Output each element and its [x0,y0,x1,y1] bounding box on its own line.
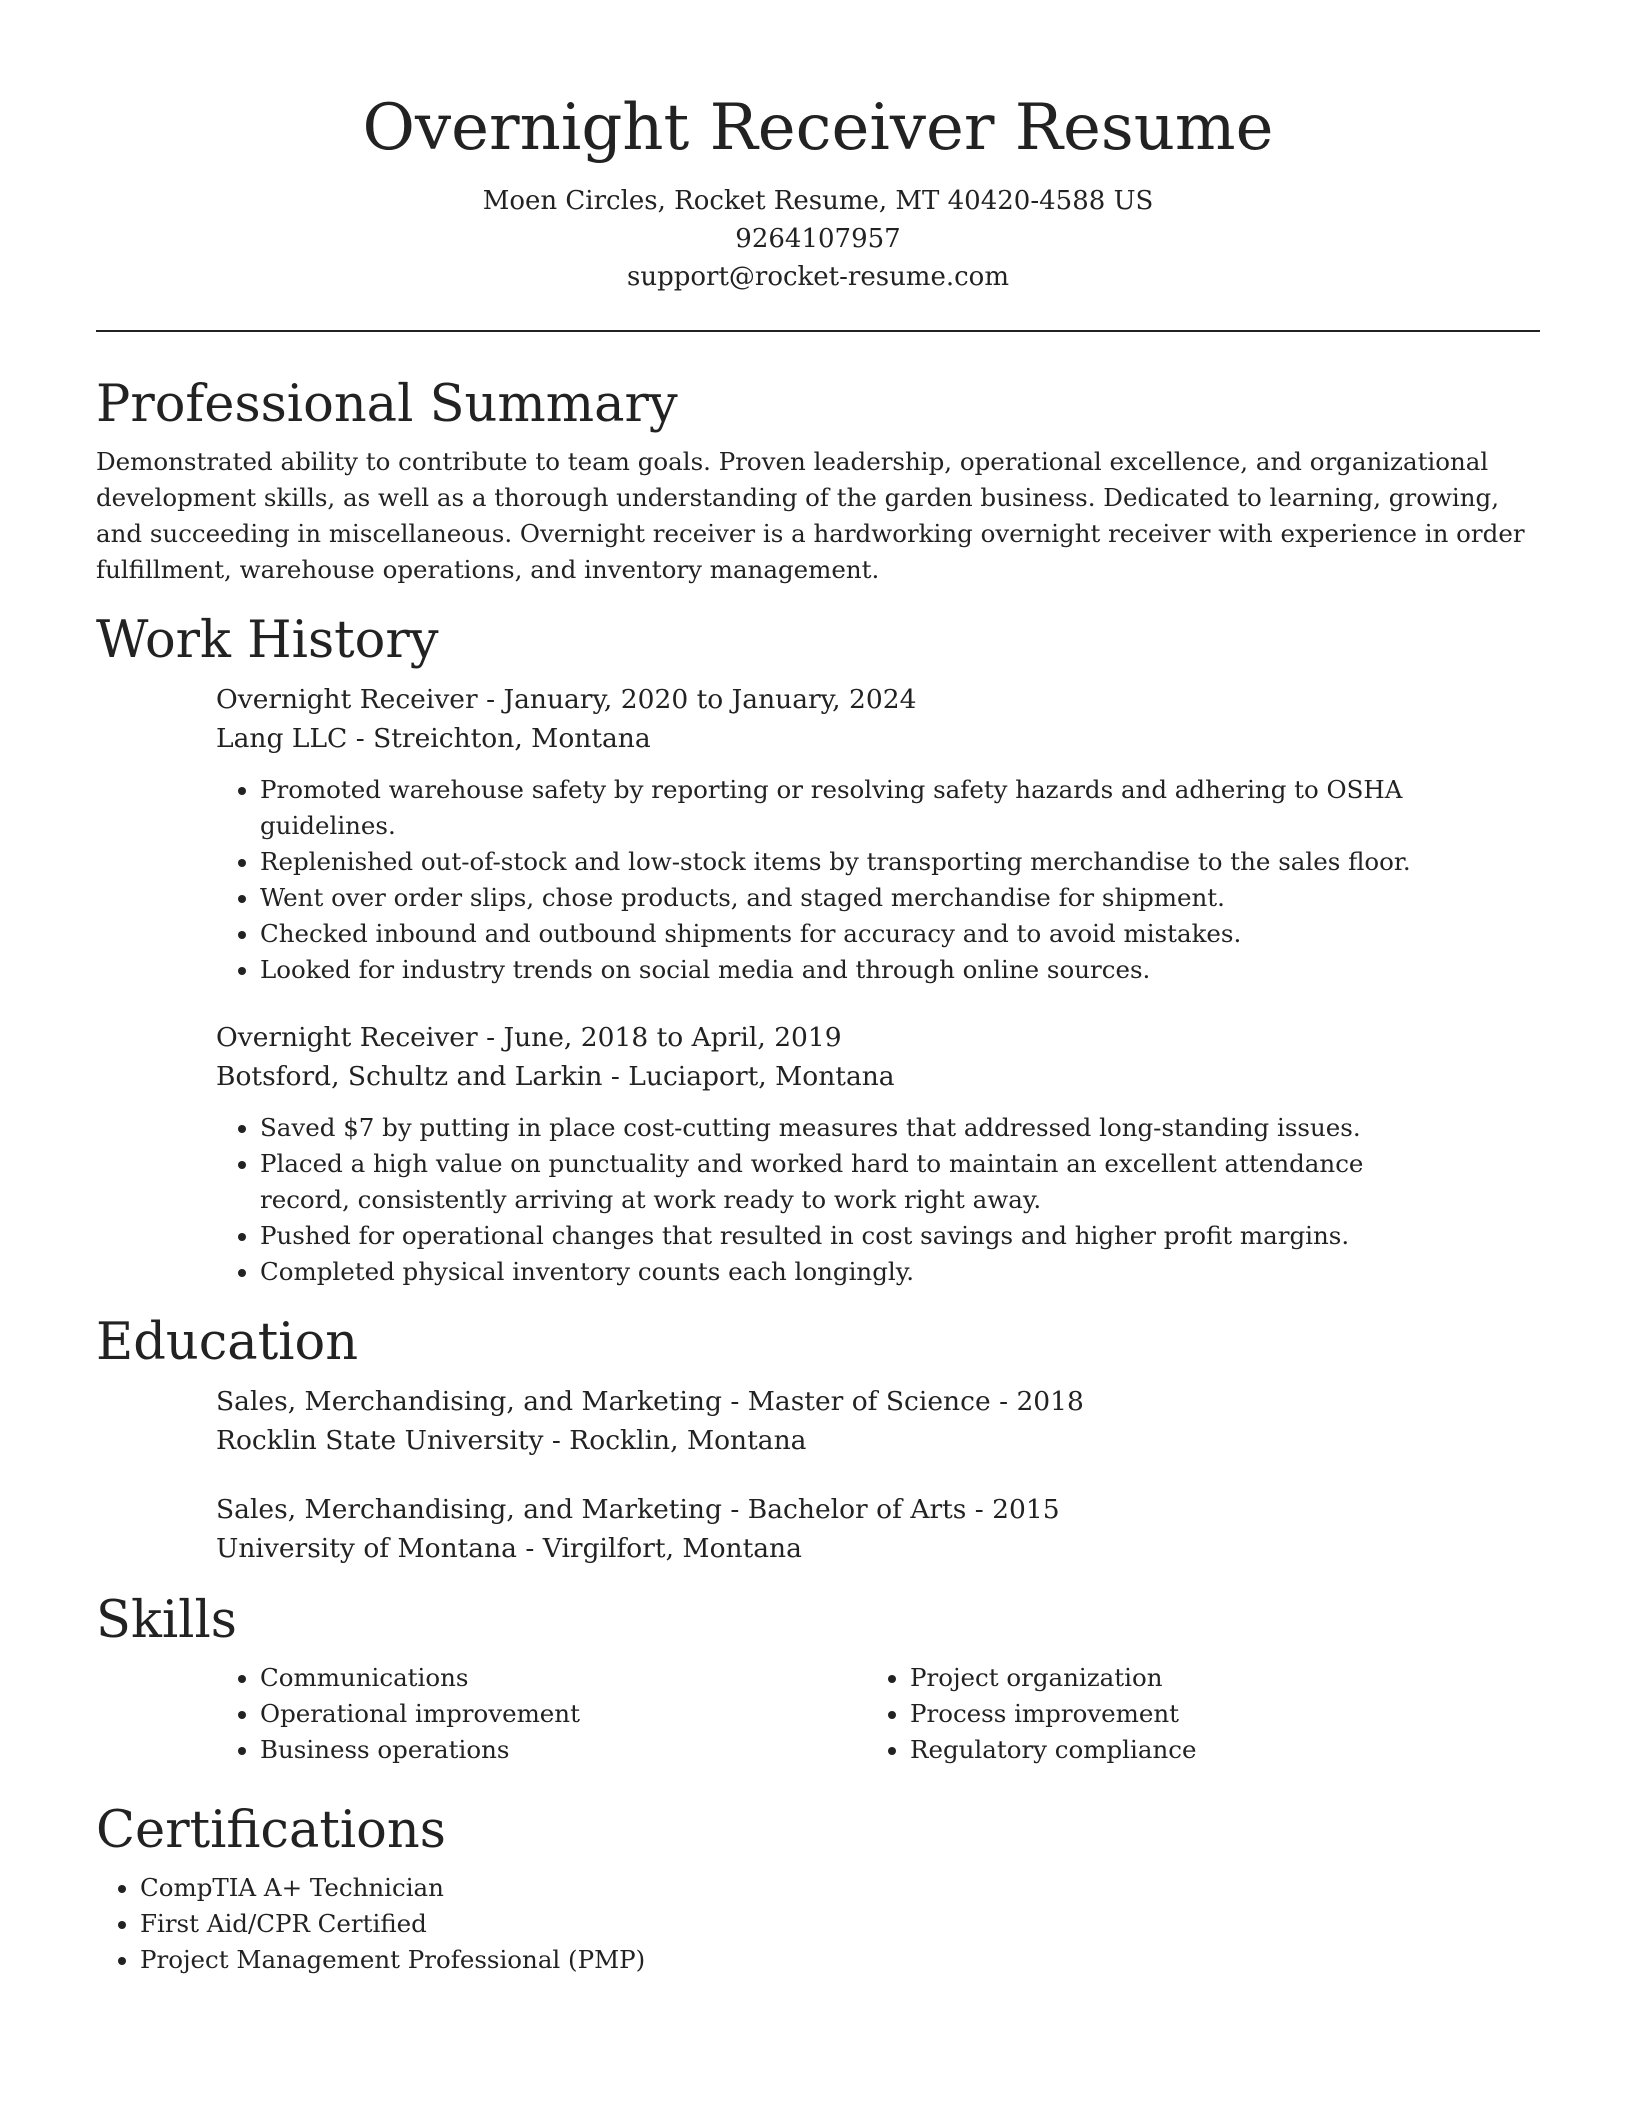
contact-phone: 9264107957 [735,224,901,254]
list-item: • CompTIA A+ Technician [140,1870,1540,1906]
skills-section [96,1588,1540,1768]
school-name: Rocklin State University - Rocklin, Montana [216,1425,807,1456]
list-item: • Process improvement [910,1696,1516,1732]
skills-column-left [216,1660,866,1768]
list-item: • Placed a high value on punctuality and worked hard to maintain an excellent attendance record, consistently arriving at work ready to work right away. [260,1146,1420,1218]
list-item: • Replenished out-of-stock and low-stock items by transporting merchandise to the sales floor. [260,844,1540,880]
list-item: • Went over order slips, chose products, and staged merchandise for shipment. [260,880,1540,916]
contact-email: support@rocket-resume.com [626,262,1009,292]
list-item: • Completed physical inventory counts each longingly. [260,1254,1420,1290]
professional-summary-section [96,372,1540,588]
job-company: Lang LLC - Streichton, Montana [216,723,651,754]
list-item: • Project organization [910,1660,1516,1696]
list-item: • Business operations [260,1732,866,1768]
section-heading: Professional Summary [96,375,678,434]
section-heading: Work History [96,611,439,670]
header-divider [96,330,1540,332]
resume-page [96,0,1540,1978]
education-entry [216,1382,1540,1460]
certifications-list [96,1870,1540,1978]
education-section [96,1310,1540,1568]
job-bullets [216,1110,1420,1290]
education-entry [216,1490,1540,1568]
job-title: Overnight Receiver - January, 2020 to January, 2024 [216,684,917,715]
resume-header [96,0,1540,296]
list-item: • First Aid/CPR Certified [140,1906,1540,1942]
degree-title: Sales, Merchandising, and Marketing - Bachelor of Arts - 2015 [216,1494,1060,1525]
job-company: Botsford, Schultz and Larkin - Luciaport, Montana [216,1061,895,1092]
list-item: • Looked for industry trends on social media and through online sources. [260,952,1540,988]
degree-title: Sales, Merchandising, and Marketing - Master of Science - 2018 [216,1386,1084,1417]
job-entry [216,680,1540,988]
job-bullets [216,772,1540,988]
certifications-section [96,1798,1540,1978]
list-item: • Project Management Professional (PMP) [140,1942,1540,1978]
school-name: University of Montana - Virgilfort, Montana [216,1533,802,1564]
work-history-section [96,608,1540,1290]
list-item: • Pushed for operational changes that resulted in cost savings and higher profit margins. [260,1218,1420,1254]
list-item: • Regulatory compliance [910,1732,1516,1768]
list-item: • Communications [260,1660,866,1696]
job-entry [216,1018,1540,1290]
section-heading: Skills [96,1591,237,1650]
section-heading: Certifications [96,1801,446,1860]
list-item: • Saved $7 by putting in place cost-cutting measures that addressed long-standing issues. [260,1110,1420,1146]
summary-text: Demonstrated ability to contribute to team goals. Proven leadership, operational excellence, and organizational development skills, as well as a thorough understanding of the garden business. Dedicated to learning, growing, and succeeding in miscellaneous. Overnight receiver is a hardworking overnight receiver with experience in order fulfillment, warehouse operations, and inventory management. [96,447,1525,584]
skills-column-right [866,1660,1516,1768]
skills-grid [216,1654,1540,1768]
resume-title: Overnight Receiver Resume [362,91,1274,165]
list-item: • Promoted warehouse safety by reporting or resolving safety hazards and adhering to OSHA guidelines. [260,772,1540,844]
section-heading: Education [96,1313,359,1372]
job-title: Overnight Receiver - June, 2018 to April, 2019 [216,1022,842,1053]
list-item: • Checked inbound and outbound shipments for accuracy and to avoid mistakes. [260,916,1540,952]
contact-address: Moen Circles, Rocket Resume, MT 40420-4588 US [482,186,1154,216]
list-item: • Operational improvement [260,1696,866,1732]
